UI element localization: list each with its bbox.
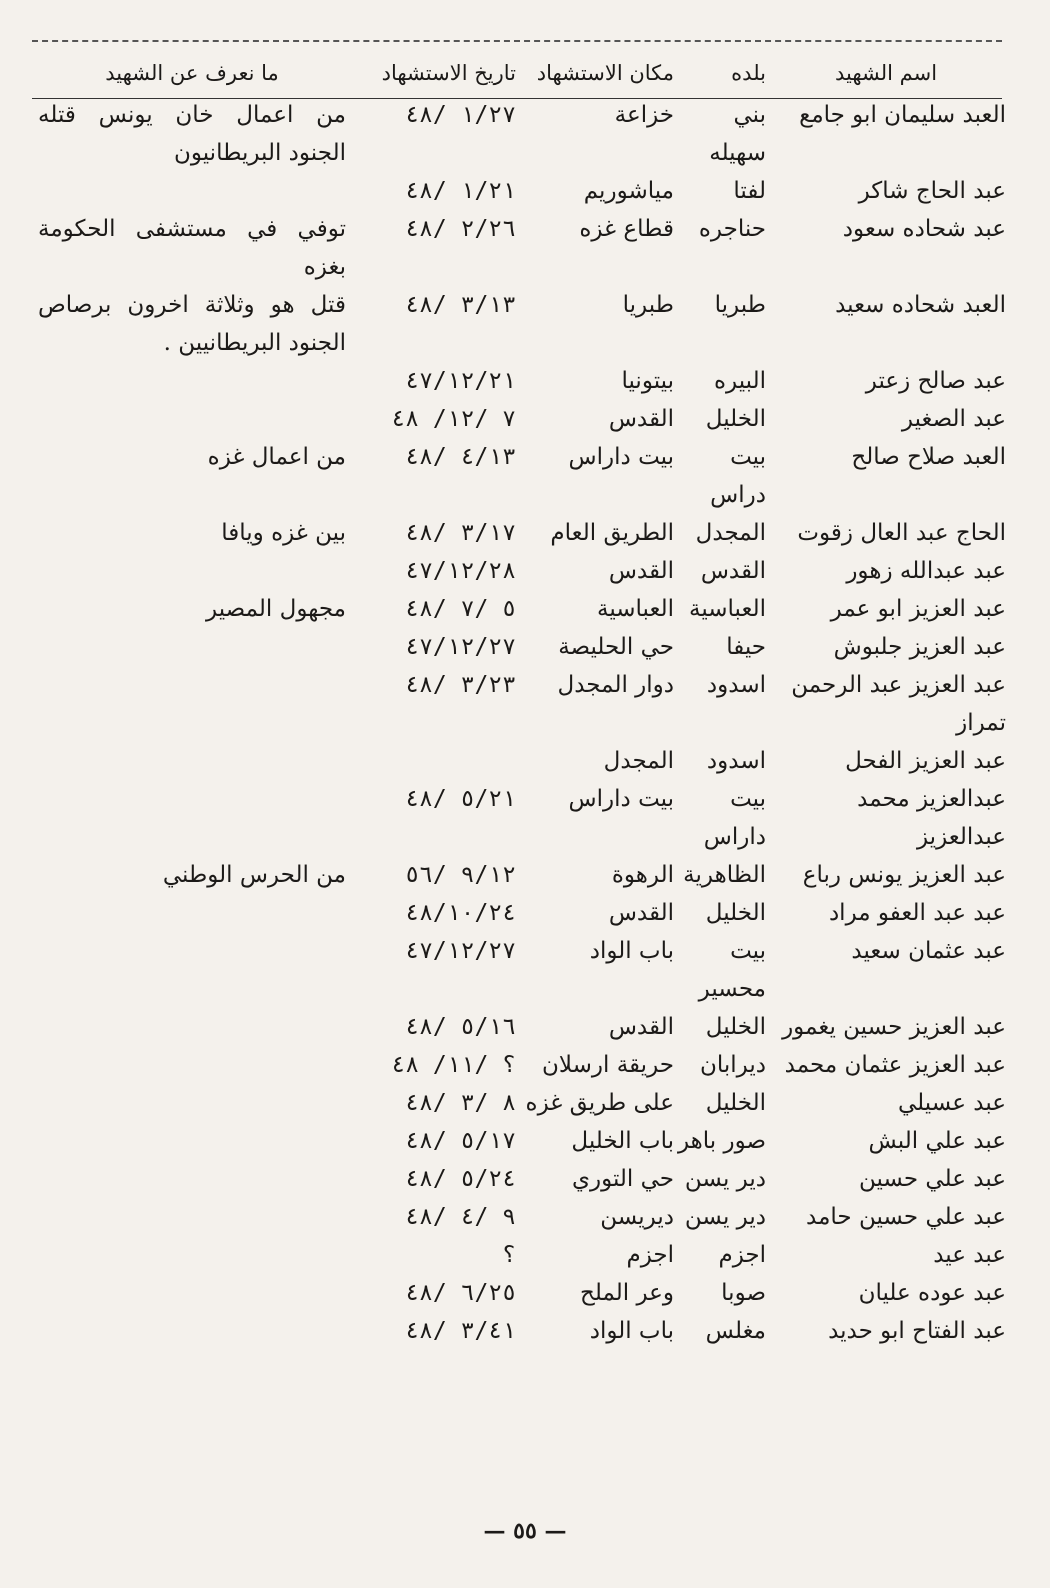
martyrdom-date: ٤٧/١٢/٢٧ xyxy=(405,634,516,660)
martyr-note xyxy=(38,362,346,400)
table-row xyxy=(38,210,1006,286)
martyr-town: الظاهرية xyxy=(683,862,766,888)
table-row xyxy=(38,96,1006,172)
table-row xyxy=(38,1084,1006,1122)
martyrdom-place: باب الخليل xyxy=(571,1128,674,1154)
martyr-note xyxy=(38,666,346,742)
table-row xyxy=(38,1312,1006,1350)
table-row xyxy=(38,1160,1006,1198)
martyr-name: عبد صالح زعتر xyxy=(865,368,1006,394)
martyr-town: ديرابان xyxy=(699,1052,766,1078)
table-row xyxy=(38,1236,1006,1274)
martyr-town: القدس xyxy=(700,558,766,584)
martyr-note xyxy=(38,1046,346,1084)
martyrdom-place: المجدل xyxy=(603,748,674,774)
martyr-note xyxy=(38,172,346,210)
table-row xyxy=(38,286,1006,362)
martyr-town: بيت محسير xyxy=(698,938,766,1002)
table-header xyxy=(38,50,1006,96)
martyr-name: عبد عيد xyxy=(933,1242,1006,1268)
martyr-note xyxy=(38,1312,346,1350)
martyr-name: عبد العزيز الفحل xyxy=(845,748,1006,774)
table-row xyxy=(38,438,1006,514)
martyr-note xyxy=(38,552,346,590)
martyr-town: المجدل xyxy=(695,520,766,546)
header-date: تاريخ الاستشهاد xyxy=(381,61,516,85)
martyr-name: الحاج عبد العال زقوت xyxy=(797,520,1006,546)
table-row xyxy=(38,362,1006,400)
martyr-name: عبد الفتاح ابو حديد xyxy=(828,1318,1006,1344)
martyrdom-place: بيت داراس xyxy=(568,786,674,812)
martyr-note xyxy=(38,932,346,1008)
martyrdom-date: ٧ /١٢/ ٤٨ xyxy=(391,406,516,432)
martyrdom-date: ٣/٢٣ /٤٨ xyxy=(405,672,516,698)
martyr-note xyxy=(38,628,346,666)
martyrdom-date: ٤٧/١٢/٢١ xyxy=(405,368,516,394)
martyrdom-date: ٣/١٣ /٤٨ xyxy=(405,292,516,318)
martyr-town: الخليل xyxy=(705,1090,766,1116)
table-row xyxy=(38,1046,1006,1084)
martyrdom-date: ٩/١٢ /٥٦ xyxy=(405,862,516,888)
martyr-town: حناجره xyxy=(698,216,766,242)
martyr-name: عبد العزيز يونس رباع xyxy=(802,862,1006,888)
table-row xyxy=(38,856,1006,894)
martyr-town: اسدود xyxy=(706,672,766,698)
martyr-name: عبد عسيلي xyxy=(897,1090,1006,1116)
martyr-name: عبد علي البش xyxy=(868,1128,1006,1154)
martyr-name: عبد عوده عليان xyxy=(858,1280,1006,1306)
martyrdom-place: باب الواد xyxy=(589,938,674,964)
martyrdom-place: العباسية xyxy=(597,596,674,622)
martyr-town: اجزم xyxy=(718,1242,766,1268)
table-row xyxy=(38,1008,1006,1046)
martyr-name: العبد سليمان ابو جامع xyxy=(799,102,1006,128)
martyr-town: الخليل xyxy=(705,1014,766,1040)
martyrdom-place: اجزم xyxy=(626,1242,674,1268)
martyrdom-date: ٨ /٣ /٤٨ xyxy=(405,1090,516,1116)
martyrdom-place: حريقة ارسلان xyxy=(542,1052,674,1078)
martyr-note xyxy=(38,1008,346,1046)
martyrdom-place: خزاعة xyxy=(614,102,674,128)
martyrdom-place: القدس xyxy=(608,558,674,584)
table-row xyxy=(38,1274,1006,1312)
martyr-name: عبد علي حسين حامد xyxy=(806,1204,1006,1230)
martyrdom-place: بيت داراس xyxy=(568,444,674,470)
martyrdom-date: ٤٧/١٢/٢٨ xyxy=(405,558,516,584)
martyr-name: عبد العزيز عثمان محمد xyxy=(784,1052,1006,1078)
martyrdom-date: ؟ /١١/ ٤٨ xyxy=(391,1052,516,1078)
martyr-note xyxy=(38,1122,346,1160)
martyrdom-place: حي التوري xyxy=(571,1166,674,1192)
martyr-town: مغلس xyxy=(705,1318,766,1344)
martyr-note xyxy=(38,1084,346,1122)
martyr-name: عبد علي حسين xyxy=(858,1166,1006,1192)
martyrdom-date: ٥/١٧ /٤٨ xyxy=(405,1128,516,1154)
table-row xyxy=(38,172,1006,210)
martyr-town: طبريا xyxy=(714,292,766,318)
table-row xyxy=(38,590,1006,628)
martyrdom-date: ١/٢١ /٤٨ xyxy=(405,178,516,204)
martyr-town: لفتا xyxy=(733,178,766,204)
martyr-town: حيفا xyxy=(726,634,766,660)
martyrdom-place: ديريسن xyxy=(600,1204,674,1230)
page-number: — ٥٥ — xyxy=(483,1518,567,1544)
martyr-name: عبد الصغير xyxy=(901,406,1006,432)
martyrdom-place: وعر الملح xyxy=(580,1280,674,1306)
table-row xyxy=(38,552,1006,590)
martyr-town: صور باهر xyxy=(677,1128,766,1154)
martyr-note: من اعمال خان يونس قتله الجنود البريطانيون xyxy=(38,102,346,166)
martyr-note xyxy=(38,780,346,856)
martyrdom-place: القدس xyxy=(608,1014,674,1040)
table-body xyxy=(38,96,1006,1350)
table-row xyxy=(38,780,1006,856)
martyrs-table xyxy=(38,50,1006,1350)
martyr-town: بيت داراس xyxy=(703,786,766,850)
martyrdom-place: حي الحليصة xyxy=(558,634,674,660)
martyrdom-place: بيتونيا xyxy=(621,368,674,394)
martyr-note: توفي في مستشفى الحكومة بغزه xyxy=(38,216,346,280)
martyr-note xyxy=(38,894,346,932)
martyrdom-place: القدس xyxy=(608,406,674,432)
martyrdom-place: الرهوة xyxy=(611,862,674,888)
martyr-name: عبد العزيز ابو عمر xyxy=(830,596,1006,622)
martyr-name: عبد الحاج شاكر xyxy=(858,178,1006,204)
martyr-note: قتل هو وثلاثة اخرون برصاص الجنود البريطانيين . xyxy=(38,292,346,356)
martyrdom-date: ٥/٢٤ /٤٨ xyxy=(405,1166,516,1192)
table-row xyxy=(38,932,1006,1008)
martyr-town: اسدود xyxy=(706,748,766,774)
table-row xyxy=(38,1122,1006,1160)
martyr-name: عبد العزيز جلبوش xyxy=(833,634,1006,660)
martyr-town: الخليل xyxy=(705,900,766,926)
martyr-note xyxy=(38,1160,346,1198)
martyr-name: العبد صلاح صالح xyxy=(851,444,1006,470)
martyr-name: عبدالعزيز محمد عبدالعزيز xyxy=(857,786,1006,850)
martyr-town: البيره xyxy=(713,368,766,394)
martyrdom-date: ٤٨/١٠/٢٤ xyxy=(405,900,516,926)
martyr-note: من الحرس الوطني xyxy=(162,862,346,888)
martyrdom-date xyxy=(346,742,516,780)
martyr-name: عبد العزيز عبد الرحمن تمراز xyxy=(791,672,1006,736)
martyr-town: دير يسن xyxy=(684,1204,766,1230)
martyr-town: صوبا xyxy=(721,1280,766,1306)
header-place: مكان الاستشهاد xyxy=(536,61,674,85)
martyr-note xyxy=(38,400,346,438)
martyrdom-date: ٤٧/١٢/٢٧ xyxy=(405,938,516,964)
martyr-name: عبد عثمان سعيد xyxy=(851,938,1006,964)
top-dashed-rule xyxy=(32,40,1002,42)
martyr-name: عبد عبدالله زهور xyxy=(846,558,1006,584)
table-row xyxy=(38,514,1006,552)
martyrdom-date: ٥ /٧ /٤٨ xyxy=(405,596,516,622)
martyr-note xyxy=(38,1274,346,1312)
martyrdom-place: قطاع غزه xyxy=(579,216,674,242)
martyr-note xyxy=(38,1198,346,1236)
martyr-town: دير يسن xyxy=(684,1166,766,1192)
martyrdom-place: على طريق غزه xyxy=(525,1090,674,1116)
martyr-name: عبد العزيز حسين يغمور xyxy=(782,1014,1006,1040)
martyr-town: العباسية xyxy=(689,596,766,622)
martyr-town: الخليل xyxy=(705,406,766,432)
table-row xyxy=(38,1198,1006,1236)
martyr-name: عبد شحاده سعود xyxy=(842,216,1006,242)
martyr-town: بني سهيله xyxy=(709,102,766,166)
martyr-name: عبد عبد العفو مراد xyxy=(828,900,1006,926)
martyrdom-date: ٩ /٤ /٤٨ xyxy=(405,1204,516,1230)
martyrdom-date: ٥/٢١ /٤٨ xyxy=(405,786,516,812)
table-row xyxy=(38,666,1006,742)
header-name: اسم الشهيد xyxy=(834,61,938,85)
table-row xyxy=(38,742,1006,780)
martyrdom-date: ٣/١٧ /٤٨ xyxy=(405,520,516,546)
martyr-note: مجهول المصير xyxy=(206,596,346,622)
martyrdom-date: ٥/١٦ /٤٨ xyxy=(405,1014,516,1040)
martyrdom-place: باب الواد xyxy=(589,1318,674,1344)
martyrdom-date: ٦/٢٥ /٤٨ xyxy=(405,1280,516,1306)
martyrdom-place: القدس xyxy=(608,900,674,926)
martyrdom-place: الطريق العام xyxy=(550,520,674,546)
martyrdom-place: طبريا xyxy=(622,292,674,318)
martyrdom-date: ؟ xyxy=(502,1242,516,1268)
martyrdom-place: مياشوريم xyxy=(583,178,674,204)
martyrdom-date: ٣/٤١ /٤٨ xyxy=(405,1318,516,1344)
martyr-note: بين غزه ويافا xyxy=(221,520,346,546)
table-row xyxy=(38,400,1006,438)
martyrdom-date: ٢/٢٦ /٤٨ xyxy=(405,216,516,242)
martyr-note xyxy=(38,742,346,780)
table-row xyxy=(38,894,1006,932)
martyrdom-date: ١/٢٧ /٤٨ xyxy=(405,102,516,128)
martyr-name: العبد شحاده سعيد xyxy=(835,292,1006,318)
martyrdom-date: ٤/١٣ /٤٨ xyxy=(405,444,516,470)
martyr-note xyxy=(38,1236,346,1274)
header-note: ما نعرف عن الشهيد xyxy=(105,61,279,85)
martyr-town: بيت دراس xyxy=(710,444,766,508)
martyrdom-place: دوار المجدل xyxy=(557,672,674,698)
table-row xyxy=(38,628,1006,666)
header-town: بلده xyxy=(731,61,766,85)
martyr-note: من اعمال غزه xyxy=(207,444,346,470)
